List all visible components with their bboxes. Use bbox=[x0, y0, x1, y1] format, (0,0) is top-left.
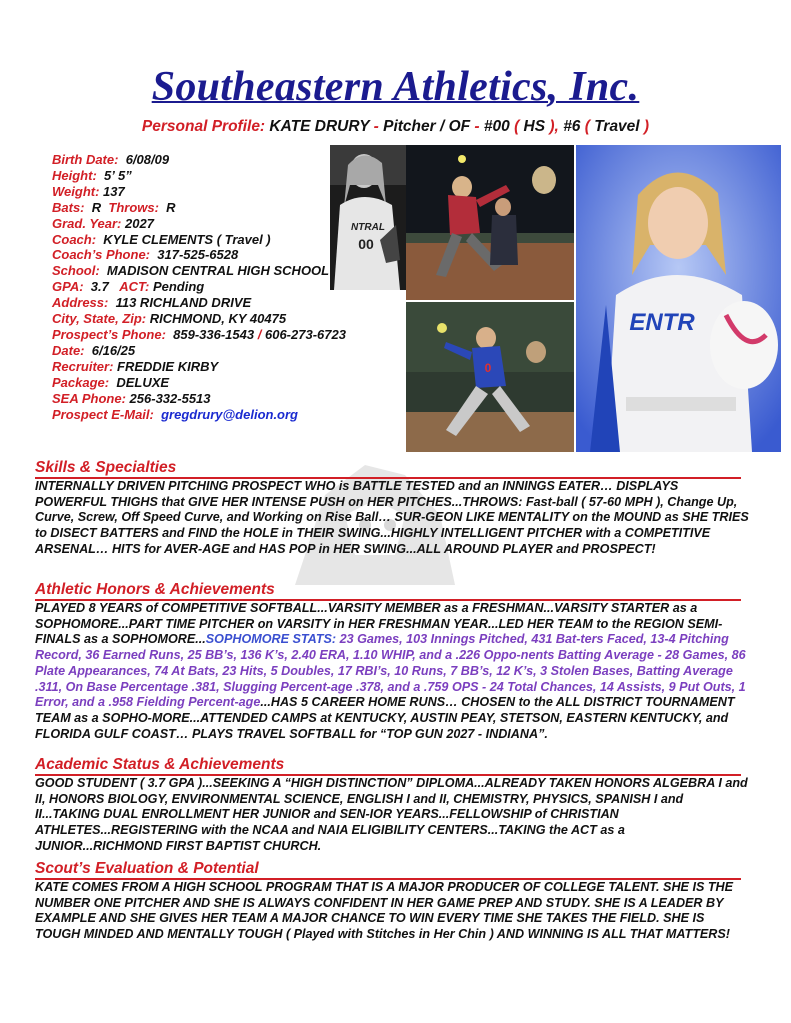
jersey-text: NTRAL bbox=[351, 222, 385, 233]
info-birth-date: Birth Date: 6/08/09 bbox=[52, 152, 170, 167]
paren-close: ), bbox=[545, 118, 564, 135]
info-school: School: MADISON CENTRAL HIGH SCHOOL bbox=[52, 263, 330, 279]
info-prospect-phone: Prospect’s Phone: 859-336-1543 / 606-273-6723 bbox=[52, 326, 346, 342]
hs-number: #00 bbox=[483, 118, 510, 135]
athlete-position: Pitcher / OF bbox=[383, 118, 471, 135]
section-heading-academic: Academic Status & Achievements bbox=[35, 756, 741, 776]
info-sea-phone: SEA Phone: 256-332-5513 bbox=[52, 390, 211, 406]
profile-label: Personal Profile: bbox=[141, 118, 266, 135]
separator: - bbox=[369, 118, 384, 135]
paren-close: ) bbox=[639, 118, 650, 135]
sophomore-stats: 23 Games, 103 Innings Pitched, 431 Bat-ters Faced, 13-4 Pitching Record, 36 Earned Runs, 25 BB’s, 136 K’s, 2.40 ERA, 1.10 WHIP, and a .226 Oppo-nents Batting Average - 28 Games, 86 Plate Appearances, 74 At Bats, 23 Hits, 5 Doubles, 17 RBI’s, 10 Runs, 7 BB’s, 12 K’s, 3 Stolen Bases, Batting Average .311, On Base Percentage .381, Slugging Percent-age .378, and a .759 OPS - 24 Total Chances, 14 Assists, 9 Put Outs, 1 Error, and a .958 Fielding Percent-age bbox=[35, 632, 746, 710]
page-title: Southeastern Athletics, Inc. bbox=[151, 64, 640, 110]
athlete-name: KATE DRURY bbox=[269, 118, 370, 135]
travel-number: #6 bbox=[563, 118, 581, 135]
info-email: Prospect E-Mail: gregdrury@delion.org bbox=[52, 406, 298, 422]
academic-text: GOOD STUDENT ( 3.7 GPA )...SEEKING A “HIGH DISTINCTION” DIPLOMA...ALREADY TAKEN HONORS ALGEBRA I and II, HONORS BIOLOGY, ENVIRONMENTAL SCIENCE, ENGLISH I and II, CHEMISTRY, PHYSICS, SPANISH I and II...TAKING DUAL ENROLLMENT HER JUNIOR and SEN-IOR YEARS...FELLOWSHIP of CHRISTIAN ATHLETES...REGISTERING with the NCAA and NAIA ELIGIBILITY CENTERS...TAKING the ACT as a JUNIOR...RICHMOND FIRST BAPTIST CHURCH. bbox=[35, 776, 748, 853]
sophomore-stats-label: SOPHOMORE STATS: bbox=[205, 632, 337, 647]
bw-headshot-photo bbox=[330, 145, 406, 290]
info-bats-throws: Bats: R Throws: R bbox=[52, 199, 176, 215]
section-heading-skills: Skills & Specialties bbox=[35, 459, 741, 479]
hs-label: HS bbox=[523, 118, 546, 135]
info-coach: Coach: KYLE CLEMENTS ( Travel ) bbox=[52, 231, 271, 247]
skills-text: INTERNALLY DRIVEN PITCHING PROSPECT WHO is BATTLE TESTED and an INNINGS EATER… DISPLAYS POWERFUL THIGHS that GIVE HER INTENSE PUSH on HER PITCHES...THROWS: Fast-ball ( 57-60 MPH ), Change Up, Curve, Screw, Off Speed Curve, and Working on Rise Ball… SUR-GEON LIKE MENTALITY on the MOUND as SHE TRIES to DISECT BATTERS and FIND the HOLE in THEIR SWING...HIGHLY INTELLIGENT PITCHER with a COMPETITIVE ARSENAL… HITS for AVER-AGE and HAS POP in HER SWING...ALL AROUND PLAYER and PROSPECT! bbox=[35, 479, 749, 556]
info-package: Package: DELUXE bbox=[52, 374, 170, 390]
jersey-number: 00 bbox=[358, 236, 374, 252]
info-coach-phone: Coach’s Phone: 317-525-6528 bbox=[52, 247, 239, 263]
personal-profile-line bbox=[0, 117, 791, 137]
section-heading-scout: Scout’s Evaluation & Potential bbox=[35, 860, 741, 880]
section-heading-athletic: Athletic Honors & Achievements bbox=[35, 581, 741, 601]
paren-open: ( bbox=[580, 118, 595, 135]
separator: - bbox=[470, 118, 484, 135]
pitch-jersey-number: 0 bbox=[484, 361, 492, 375]
info-city-state-zip: City, State, Zip: RICHMOND, KY 40475 bbox=[52, 311, 287, 327]
portrait-jersey-text: ENTR bbox=[629, 309, 695, 336]
travel-label: Travel bbox=[594, 118, 640, 135]
pitching-photo-bottom bbox=[406, 302, 574, 452]
info-date: Date: 6/16/25 bbox=[52, 342, 136, 358]
info-height: Height: 5’ 5” bbox=[52, 167, 132, 183]
info-grad-year: Grad. Year: 2027 bbox=[52, 215, 154, 231]
scout-text: KATE COMES FROM A HIGH SCHOOL PROGRAM THAT IS A MAJOR PRODUCER OF COLLEGE TALENT. SHE IS THE NUMBER ONE PITCHER AND SHE IS ALWAYS CONFIDENT IN HER GAME PREP AND STUDY. SHE IS A LEADER BY EXAMPLE AND SHE GIVES HER TEAM A MAJOR CHANCE TO WIN EVERY TIME SHE TAKES THE FIELD. SHE IS TOUGH MINDED AND MENTALLY TOUGH ( Played with Stitches in Her Chin ) AND WINNING IS ALL THAT MATTERS! bbox=[35, 880, 734, 942]
info-gpa-act: GPA: 3.7 ACT: Pending bbox=[52, 279, 205, 295]
pitching-photo-top bbox=[406, 145, 574, 300]
paren-open: ( bbox=[509, 118, 524, 135]
info-address: Address: 113 RICHLAND DRIVE bbox=[52, 295, 252, 311]
email-link[interactable]: gregdrury@delion.org bbox=[161, 406, 298, 422]
athletic-text: PLAYED 8 YEARS of COMPETITIVE SOFTBALL...VARSITY MEMBER as a FRESHMAN...VARSITY STARTER as a SOPHOMORE...PART TIME PITCHER on VARSITY in HER FRESHMAN YEAR...LED HER TEAM to the REGION SEMI-FINALS as a SOPHOMORE...SOPHOMORE STATS: 23 Games, 103 Innings Pitched, 431 Bat-ters Faced, 13-4 Pitching Record, 36 Earned Runs, 25 BB’s, 136 K’s, 2.40 ERA, 1.10 WHIP, and a .226 Oppo-nents Batting Average - 28 Games, 86 Plate Appearances, 74 At Bats, 23 Hits, 5 Doubles, 17 RBI’s, 10 Runs, 7 BB’s, 12 K’s, 3 Stolen Bases, Batting Average .311, On Base Percentage .381, Slugging Percent-age .378, and a .759 OPS - 24 Total Chances, 14 Assists, 9 Put Outs, 1 Error, and a .958 Fielding Percent-age...HAS 5 CAREER HOME RUNS… CHOSEN to the ALL DISTRICT TOURNAMENT TEAM as a SOPHO-MORE...ATTENDED CAMPS at KENTUCKY, AUSTIN PEAY, STETSON, EASTERN KENTUCKY, and FLORIDA GULF COAST… PLAYS TRAVEL SOFTBALL for “TOP GUN 2027 - INDIANA”. bbox=[35, 601, 746, 741]
info-weight: Weight: 137 bbox=[52, 183, 125, 199]
info-recruiter: Recruiter: FREDDIE KIRBY bbox=[52, 358, 219, 374]
portrait-photo bbox=[576, 145, 781, 452]
